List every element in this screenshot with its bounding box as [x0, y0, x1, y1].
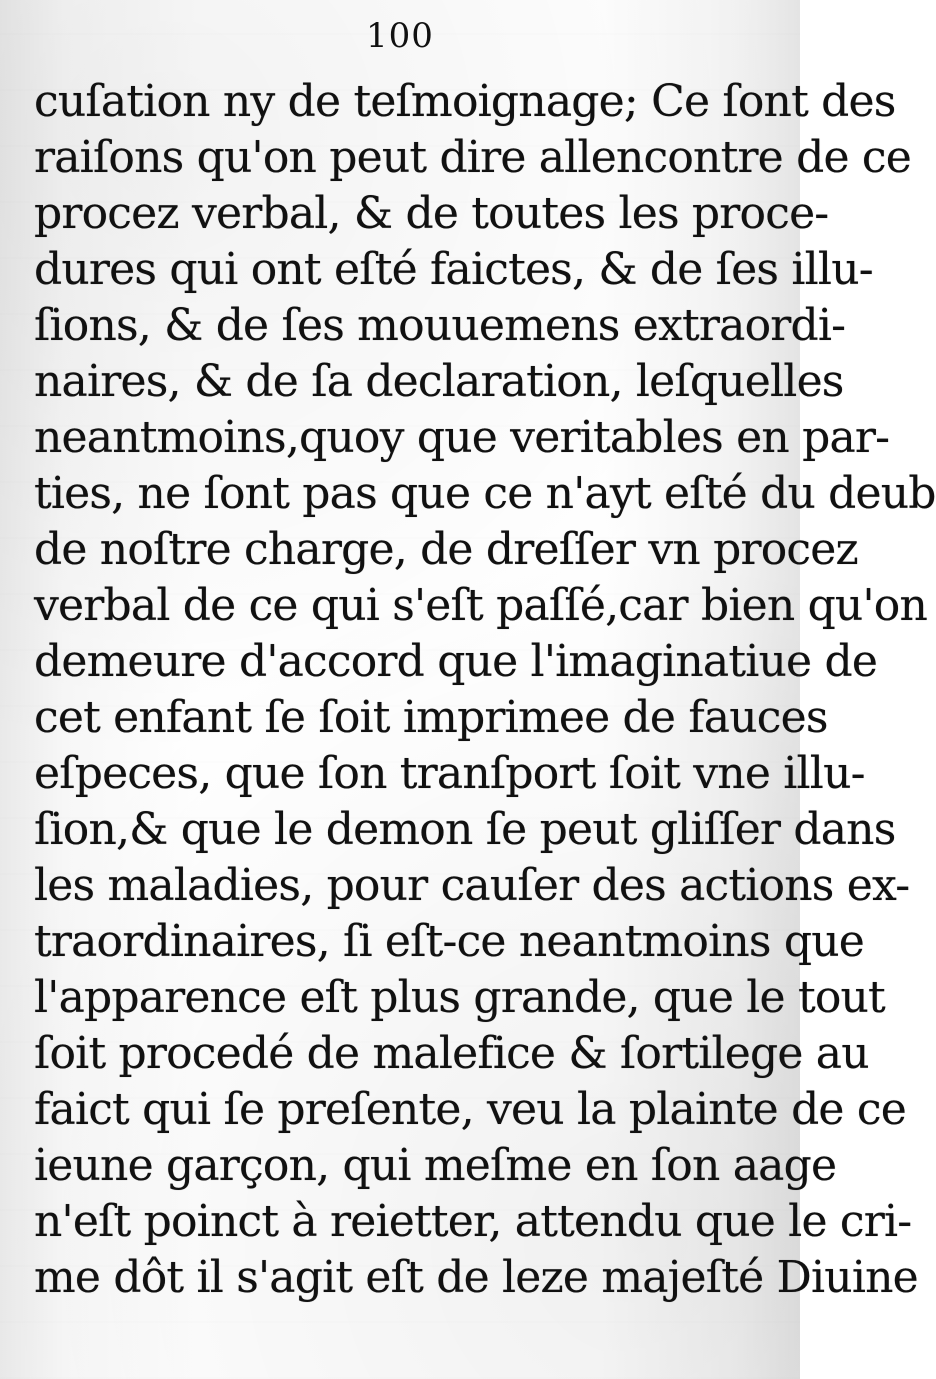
text-line: eſpeces, que ſon tranſport ſoit vne illu- — [34, 748, 865, 799]
text-line: ieune garçon, qui meſme en ſon aage — [34, 1140, 837, 1191]
text-line: traordinaires, ſi eſt-ce neantmoins que — [34, 916, 865, 967]
text-line: dures qui ont eſté faictes, & de ſes illu- — [34, 244, 873, 295]
text-line: faict qui ſe preſente, veu la plainte de ce — [34, 1084, 906, 1135]
text-line: raiſons qu'on peut dire allencontre de ce — [34, 132, 911, 183]
text-line: demeure d'accord que l'imaginatiue de — [34, 636, 878, 687]
page-number: 100 — [366, 16, 434, 56]
text-line: de noſtre charge, de dreſſer vn procez — [34, 524, 858, 575]
text-line: cuſation ny de teſmoignage; Ce ſont des — [34, 76, 896, 127]
text-line: ſions, & de ſes mouuemens extraordi- — [34, 300, 846, 351]
text-line: ſion,& que le demon ſe peut gliſſer dans — [34, 804, 896, 855]
text-line: ſoit procedé de malefice & ſortilege au — [34, 1028, 869, 1079]
text-line: neantmoins,quoy que veritables en par- — [34, 412, 890, 463]
text-line: verbal de ce qui s'eſt paſſé,car bien qu'on — [34, 580, 927, 631]
text-line: procez verbal, & de toutes les proce- — [34, 188, 829, 239]
text-line: me dôt il s'agit eſt de leze majeſté Diuine — [34, 1252, 918, 1303]
text-line: n'eſt poinct à reietter, attendu que le cri- — [34, 1196, 912, 1247]
text-line: cet enfant ſe ſoit imprimee de fauces — [34, 692, 828, 743]
text-line: ties, ne ſont pas que ce n'ayt eſté du deub — [34, 468, 936, 519]
text-line: l'apparence eſt plus grande, que le tout — [34, 972, 885, 1023]
body-text — [34, 74, 936, 1306]
text-line: naires, & de ſa declaration, leſquelles — [34, 356, 844, 407]
text-line: les maladies, pour cauſer des actions ex- — [34, 860, 910, 911]
